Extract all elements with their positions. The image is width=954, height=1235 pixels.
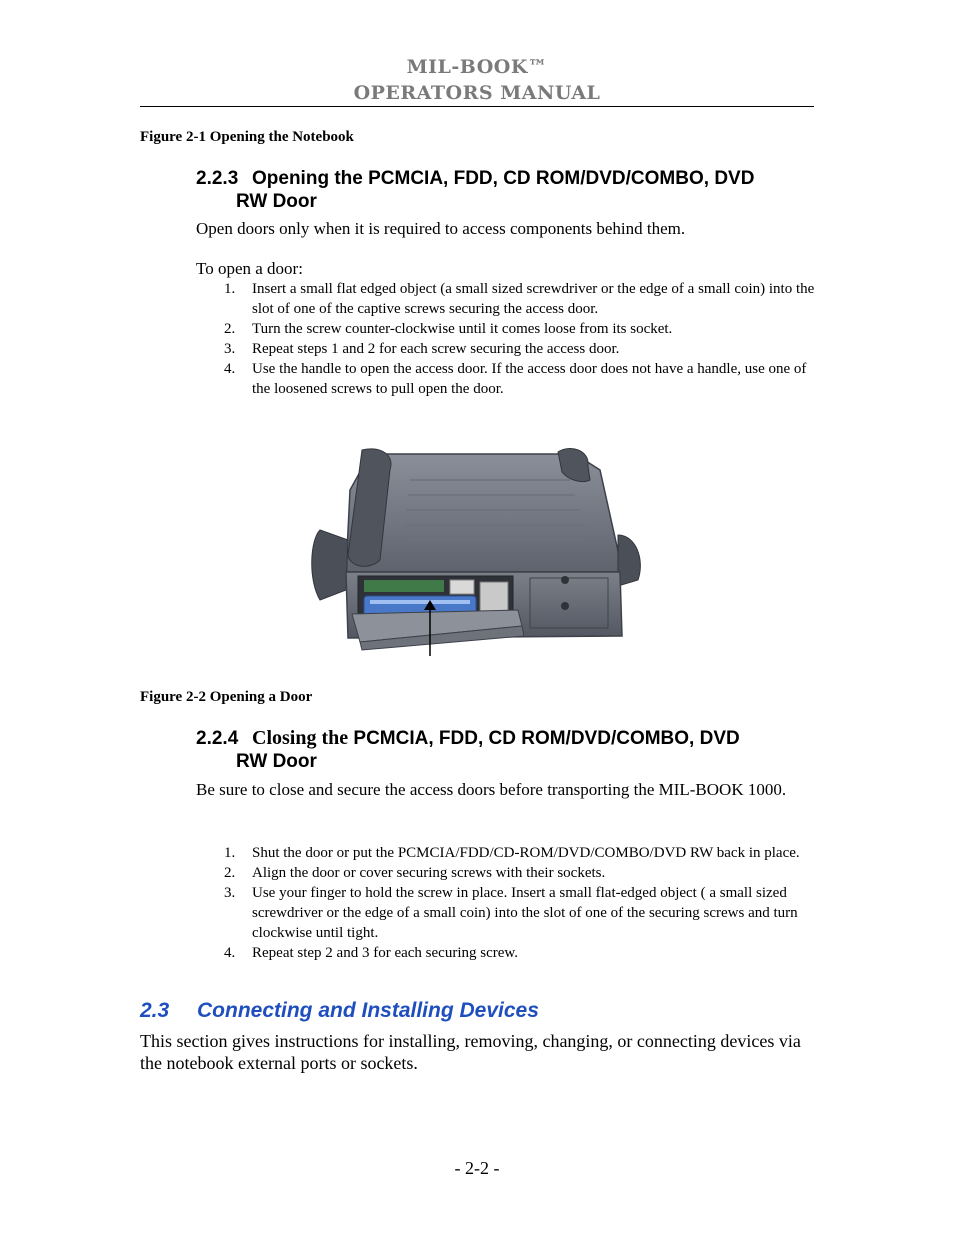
section-body: This section gives instructions for installing, removing, changing, or connecting devices via the notebook external ports or sockets. bbox=[140, 1031, 801, 1073]
figure-caption: Figure 2-1 Opening the Notebook bbox=[140, 129, 354, 145]
section-number: 2.2.3 bbox=[196, 168, 239, 189]
header-rule bbox=[140, 106, 814, 107]
section-heading bbox=[196, 167, 816, 213]
page-number: - 2-2 - bbox=[454, 1158, 500, 1178]
notebook-open-door-image bbox=[300, 440, 650, 680]
list-item: 4. Use the handle to open the access door. If the access door does not have a handle, use one of the loosened screws to pull open the door. bbox=[224, 361, 807, 397]
section-title-word: Closing the bbox=[252, 727, 349, 749]
section-intro: Be sure to close and secure the access doors before transporting the MIL-BOOK 1000. bbox=[196, 780, 787, 799]
list-item: 4. Repeat step 2 and 3 for each securing screw. bbox=[224, 945, 519, 961]
steps-lead: To open a door: bbox=[196, 259, 303, 278]
list-item: 1. Insert a small flat edged object (a small sized screwdriver or the edge of a small coin) into the slot of one of the captive screws securing the access door. bbox=[224, 281, 815, 317]
section-title: Connecting and Installing Devices bbox=[197, 999, 539, 1022]
section-title-line2: RW Door bbox=[236, 751, 317, 772]
list-item: 3. Use your finger to hold the screw in place. Insert a small flat-edged object ( a small sized screwdriver or the edge of a small coin) into the slot of one of the securing screws and turn clockwise until tight. bbox=[224, 885, 798, 941]
section-number: 2.3 bbox=[140, 999, 170, 1022]
list-item: 2. Turn the screw counter-clockwise until it comes loose from its socket. bbox=[224, 321, 673, 337]
list-item: 3. Repeat steps 1 and 2 for each screw securing the access door. bbox=[224, 341, 620, 357]
section-heading bbox=[196, 727, 816, 773]
section-number: 2.2.4 bbox=[196, 728, 239, 749]
figure-caption: Figure 2-2 Opening a Door bbox=[140, 689, 313, 705]
list-item: 1. Shut the door or put the PCMCIA/FDD/CD-ROM/DVD/COMBO/DVD RW back in place. bbox=[224, 845, 800, 861]
close-door-steps bbox=[196, 843, 818, 963]
section-title-line2: RW Door bbox=[236, 191, 317, 212]
header-subtitle: OPERATORS MANUAL bbox=[353, 82, 601, 104]
open-door-steps bbox=[196, 279, 818, 399]
header-title: MIL-BOOK™ bbox=[406, 56, 548, 78]
section-title: PCMCIA, FDD, CD ROM/DVD/COMBO, DVD bbox=[353, 728, 740, 749]
section-title: Opening the PCMCIA, FDD, CD ROM/DVD/COMBO, DVD bbox=[252, 168, 755, 189]
section-intro: Open doors only when it is required to access components behind them. bbox=[196, 219, 686, 238]
list-item: 2. Align the door or cover securing screws with their sockets. bbox=[224, 865, 606, 881]
section-heading bbox=[140, 999, 539, 1023]
